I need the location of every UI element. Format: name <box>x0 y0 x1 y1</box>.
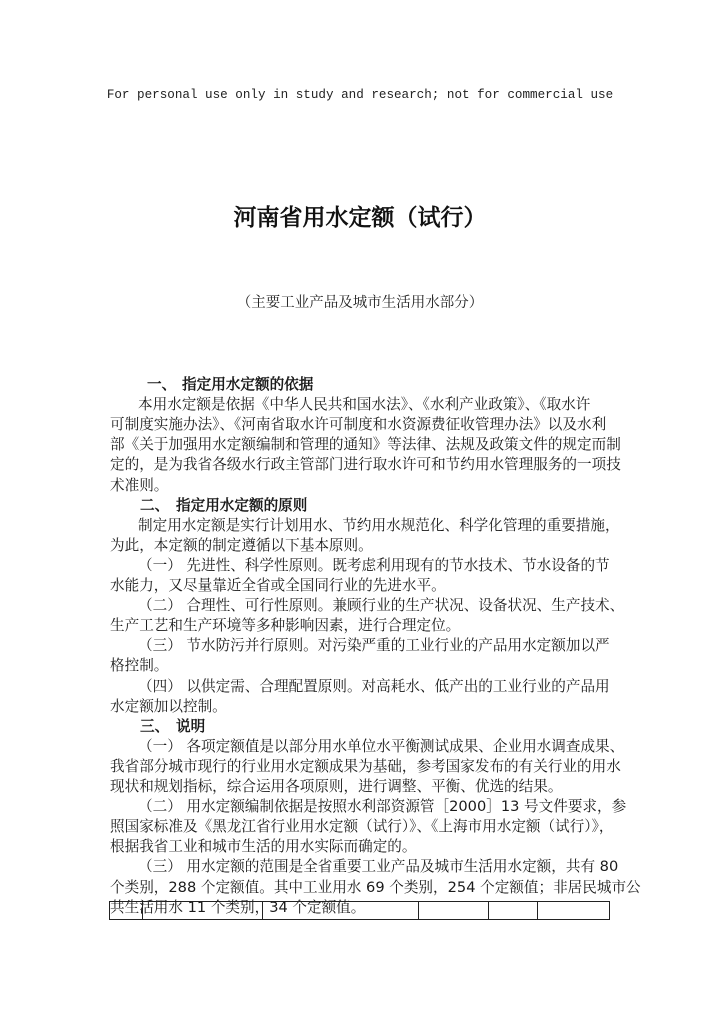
paragraph-line: 可制度实施办法》、《河南省取水许可制度和水资源费征收管理办法》以及水利 <box>110 416 607 434</box>
paragraph-line: （一） 先进性、科学性原则。既考虑利用现有的节水技术、节水设备的节 <box>138 556 610 574</box>
paragraph-line: （二） 用水定额编制依据是按照水利部资源管［2000］13 号文件要求，参 <box>138 798 627 816</box>
paragraph-line: （一） 各项定额值是以部分用水单位水平衡测试成果、企业用水调查成果、 <box>138 737 625 755</box>
paragraph-line: （二） 合理性、可行性原则。兼顾行业的生产状况、设备状况、生产技术、 <box>138 597 625 615</box>
paragraph-line: 制定用水定额是实行计划用水、节约用水规范化、科学化管理的重要措施， <box>138 516 620 534</box>
paragraph-line: 术准则。 <box>110 476 169 494</box>
paragraph-line: 照国家标准及《黑龙江省行业用水定额（试行）》、《上海市用水定额（试行）》， <box>110 818 614 836</box>
paragraph-line: 水定额加以控制。 <box>110 697 227 715</box>
paragraph-line: （三） 节水防污并行原则。对污染严重的工业行业的产品用水定额加以严 <box>138 637 610 655</box>
table-cell <box>538 902 610 920</box>
section-number: 二、 <box>140 496 170 514</box>
paragraph-line: （三） 用水定额的范围是全省重要工业产品及城市生活用水定额，共有 80 <box>138 858 619 876</box>
paragraph-line: 部《关于加强用水定额编制和管理的通知》等法律、法规及政策文件的规定而制 <box>110 436 621 454</box>
paragraph-line: 我省部分城市现行的行业用水定额成果为基础，参考国家发布的有关行业的用水 <box>110 757 621 775</box>
section-heading-text: 指定用水定额的原则 <box>176 496 308 514</box>
section-heading-text: 说明 <box>176 717 206 735</box>
section-heading <box>147 375 313 395</box>
section-number: 三、 <box>140 717 170 735</box>
paragraph-line: 为此，本定额的制定遵循以下基本原则。 <box>110 536 373 554</box>
section-heading-text: 指定用水定额的依据 <box>182 376 314 393</box>
paragraph-line: 本用水定额是依据《中华人民共和国水法》、《水利产业政策》、《取水许 <box>138 396 591 414</box>
paragraph-line: 共生活用水 11 个类别，34 个定额值。 <box>110 898 366 916</box>
document-title: 河南省用水定额（试行） <box>233 204 487 231</box>
section-heading <box>140 496 307 516</box>
paragraph-line: 现状和规划指标，综合运用各项原则，进行调整、平衡、优选的结果。 <box>110 778 563 795</box>
section-number: 一、 <box>147 376 177 393</box>
table-cell <box>110 902 143 920</box>
table-row <box>110 902 610 920</box>
paragraph-line: 根据我省工业和城市生活的用水实际而确定的。 <box>110 838 417 856</box>
table-cell <box>143 902 263 920</box>
document-subtitle: （主要工业产品及城市生活用水部分） <box>236 295 484 311</box>
empty-table <box>109 901 610 920</box>
paragraph-line: 定的，是为我省各级水行政主管部门进行取水许可和节约用水管理服务的一项技 <box>110 456 621 474</box>
table-cell <box>263 902 419 920</box>
section-heading <box>140 717 205 737</box>
table-cell <box>419 902 489 920</box>
paragraph-line: （四） 以供定需、合理配置原则。对高耗水、低产出的工业行业的产品用 <box>138 677 610 695</box>
paragraph-line: 水能力，又尽量靠近全省或全国同行业的先进水平。 <box>110 577 446 594</box>
copyright-notice: For personal use only in study and research; not for commercial use <box>106 88 614 102</box>
paragraph-line: 个类别，288 个定额值。其中工业用水 69 个类别，254 个定额值；非居民城市公 <box>110 878 641 896</box>
table-cell <box>489 902 538 920</box>
paragraph-line: 生产工艺和生产环境等多种影响因素，进行合理定位。 <box>110 617 461 635</box>
paragraph-line: 格控制。 <box>110 657 169 675</box>
